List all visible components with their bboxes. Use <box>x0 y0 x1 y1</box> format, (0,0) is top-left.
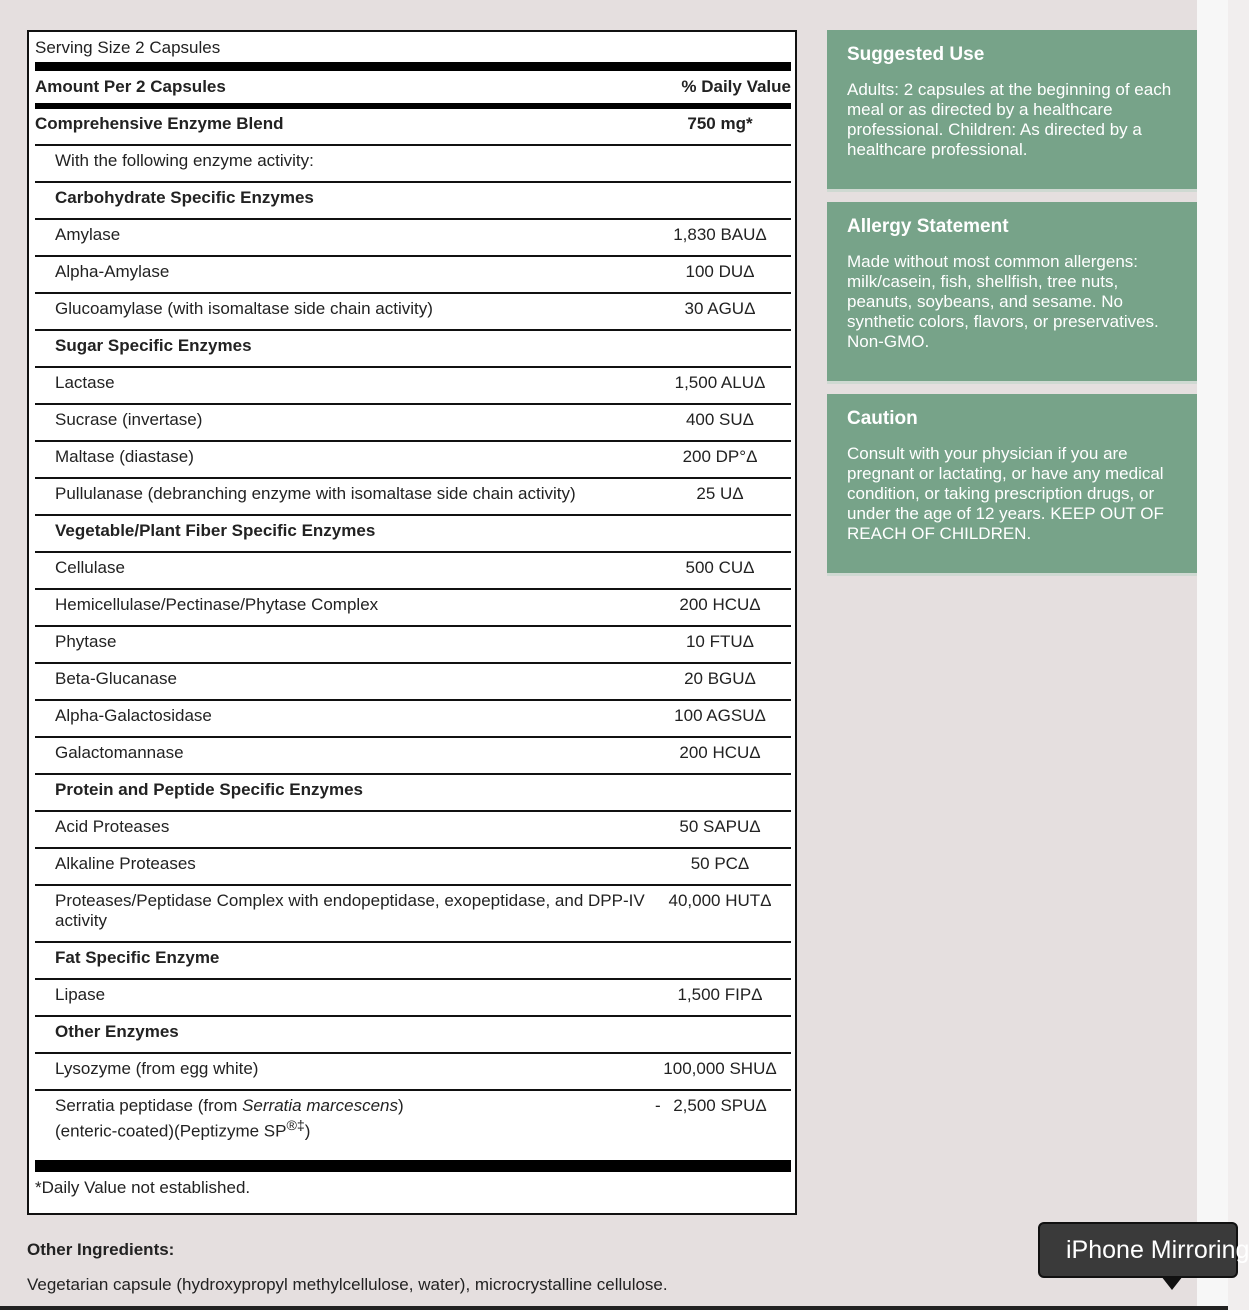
serratia-mark: ®‡ <box>286 1118 305 1134</box>
row-name: Vegetable/Plant Fiber Specific Enzymes <box>55 521 376 540</box>
row-name: Proteases/Peptidase Complex with endopeptidase, exopeptidase, and DPP-IV activity <box>55 891 645 930</box>
supplement-facts-panel <box>27 30 797 1215</box>
enzyme-row <box>35 849 791 886</box>
row-name: Amylase <box>55 225 121 244</box>
row-amount: 100 DUΔ <box>685 262 755 281</box>
enzyme-row <box>35 294 791 331</box>
row-name: Hemicellulase/Pectinase/Phytase Complex <box>55 595 379 614</box>
row-amount: 50 SAPUΔ <box>679 817 761 836</box>
row-name: Comprehensive Enzyme Blend <box>35 114 284 133</box>
row-name: Fat Specific Enzyme <box>55 948 220 967</box>
row-name: Phytase <box>55 632 117 651</box>
enzyme-row <box>35 479 791 516</box>
enzyme-row <box>35 590 791 627</box>
row-name: Glucoamylase (with isomaltase side chain activity) <box>55 299 433 318</box>
row-amount: 25 UΔ <box>696 484 744 503</box>
row-name: Lactase <box>55 373 115 392</box>
enzyme-row <box>35 368 791 405</box>
row-name: Acid Proteases <box>55 817 170 836</box>
iphone-mirroring-tooltip[interactable]: iPhone Mirroring <box>1038 1222 1238 1278</box>
row-amount: 1,500 ALUΔ <box>674 373 766 392</box>
row-amount: 50 PCΔ <box>690 854 750 873</box>
category-row <box>35 1017 791 1054</box>
row-name: Sucrase (invertase) <box>55 410 203 429</box>
bottom-divider <box>0 1306 1228 1310</box>
divider-thick <box>35 62 791 71</box>
allergy-statement-box <box>827 202 1197 384</box>
row-name: Lipase <box>55 985 106 1004</box>
daily-value-header: % Daily Value <box>681 77 791 96</box>
enzyme-row <box>35 257 791 294</box>
serving-size: Serving Size 2 Capsules <box>35 38 221 57</box>
category-row <box>35 183 791 220</box>
row-name: Pullulanase (debranching enzyme with isomaltase side chain activity) <box>55 484 576 503</box>
row-name: Alpha-Amylase <box>55 262 170 281</box>
enzyme-row <box>35 1054 791 1091</box>
category-row <box>35 516 791 553</box>
row-amount: 200 DP°Δ <box>682 447 758 466</box>
enzyme-row <box>35 442 791 479</box>
enzyme-row <box>35 553 791 590</box>
amount-header-row <box>35 72 791 102</box>
row-name: Maltase (diastase) <box>55 447 194 466</box>
enzyme-row <box>35 109 791 146</box>
row-name: Sugar Specific Enzymes <box>55 336 252 355</box>
category-row <box>35 331 791 368</box>
enzyme-row <box>35 980 791 1017</box>
serratia-species: Serratia marcescens <box>242 1096 398 1115</box>
row-amount: 2,500 SPUΔ <box>673 1096 767 1115</box>
row-amount: 40,000 HUTΔ <box>668 891 772 910</box>
row-amount: 100 AGSUΔ <box>674 706 766 725</box>
row-name: With the following enzyme activity: <box>55 151 314 170</box>
category-row <box>35 943 791 980</box>
row-dash: - <box>655 1096 661 1115</box>
page-margin <box>1197 0 1228 1310</box>
suggested-use-text: Adults: 2 capsules at the beginning of each meal or as directed by a healthcare professional. Children: As directed by a healthcare professional. <box>847 80 1172 159</box>
suggested-use-title: Suggested Use <box>847 44 985 65</box>
row-amount: 750 mg* <box>687 114 753 133</box>
row-amount: 500 CUΔ <box>685 558 755 577</box>
suggested-use-box <box>827 30 1197 192</box>
row-amount: 20 BGUΔ <box>684 669 756 688</box>
row-name <box>55 1096 645 1142</box>
enzyme-row <box>35 812 791 849</box>
other-ingredients-text: Vegetarian capsule (hydroxypropyl methylcellulose, water), microcrystalline cellulose. <box>27 1275 668 1294</box>
row-amount: 200 HCUΔ <box>679 595 761 614</box>
row-amount: 1,500 FIPΔ <box>677 985 763 1004</box>
other-ingredients-heading: Other Ingredients: <box>27 1240 175 1259</box>
serratia-line2: (enteric-coated)(Peptizyme SP <box>55 1121 287 1141</box>
row-name: Beta-Glucanase <box>55 669 177 688</box>
serratia-prefix: Serratia peptidase (from <box>55 1096 243 1115</box>
row-name: Cellulase <box>55 558 125 577</box>
category-row <box>35 775 791 812</box>
row-name: Other Enzymes <box>55 1022 179 1041</box>
allergy-statement-text: Made without most common allergens: milk/casein, fish, shellfish, tree nuts, peanuts, soybeans, and sesame. No synthetic colors, flavors, or preservatives. Non-GMO. <box>847 252 1159 351</box>
footnote: *Daily Value not established. <box>35 1178 251 1197</box>
caution-box <box>827 394 1197 576</box>
row-amount: 200 HCUΔ <box>679 743 761 762</box>
enzyme-row <box>35 220 791 257</box>
enzyme-row <box>35 664 791 701</box>
row-amount: 1,830 BAUΔ <box>673 225 767 244</box>
amount-header: Amount Per 2 Capsules <box>35 77 226 96</box>
row-name: Lysozyme (from egg white) <box>55 1059 259 1078</box>
row-amount: 10 FTUΔ <box>685 632 755 651</box>
enzyme-row <box>35 701 791 738</box>
enzyme-row <box>35 627 791 664</box>
caution-title: Caution <box>847 408 918 429</box>
facts-rows <box>35 109 791 1148</box>
enzyme-row <box>35 146 791 183</box>
row-amount: 100,000 SHUΔ <box>663 1059 777 1078</box>
row-name: Carbohydrate Specific Enzymes <box>55 188 314 207</box>
row-name: Protein and Peptide Specific Enzymes <box>55 780 363 799</box>
serratia-line2-suffix: ) <box>304 1121 311 1141</box>
enzyme-row <box>35 405 791 442</box>
row-name: Alpha-Galactosidase <box>55 706 212 725</box>
enzyme-row <box>35 738 791 775</box>
row-name: Alkaline Proteases <box>55 854 196 873</box>
divider-bottom <box>35 1160 791 1172</box>
enzyme-row <box>35 886 791 943</box>
allergy-statement-title: Allergy Statement <box>847 216 1009 237</box>
row-name: Galactomannase <box>55 743 184 762</box>
row-amount: 400 SUΔ <box>685 410 755 429</box>
caution-text: Consult with your physician if you are pregnant or lactating, or have any medical condition, or taking prescription drugs, or under the age of 12 years. KEEP OUT OF REACH OF CHILDREN. <box>847 444 1164 543</box>
serratia-suffix: ) <box>397 1096 404 1115</box>
tooltip-tail <box>1161 1276 1183 1290</box>
enzyme-row-serratia <box>35 1091 791 1148</box>
row-amount: 30 AGUΔ <box>684 299 756 318</box>
